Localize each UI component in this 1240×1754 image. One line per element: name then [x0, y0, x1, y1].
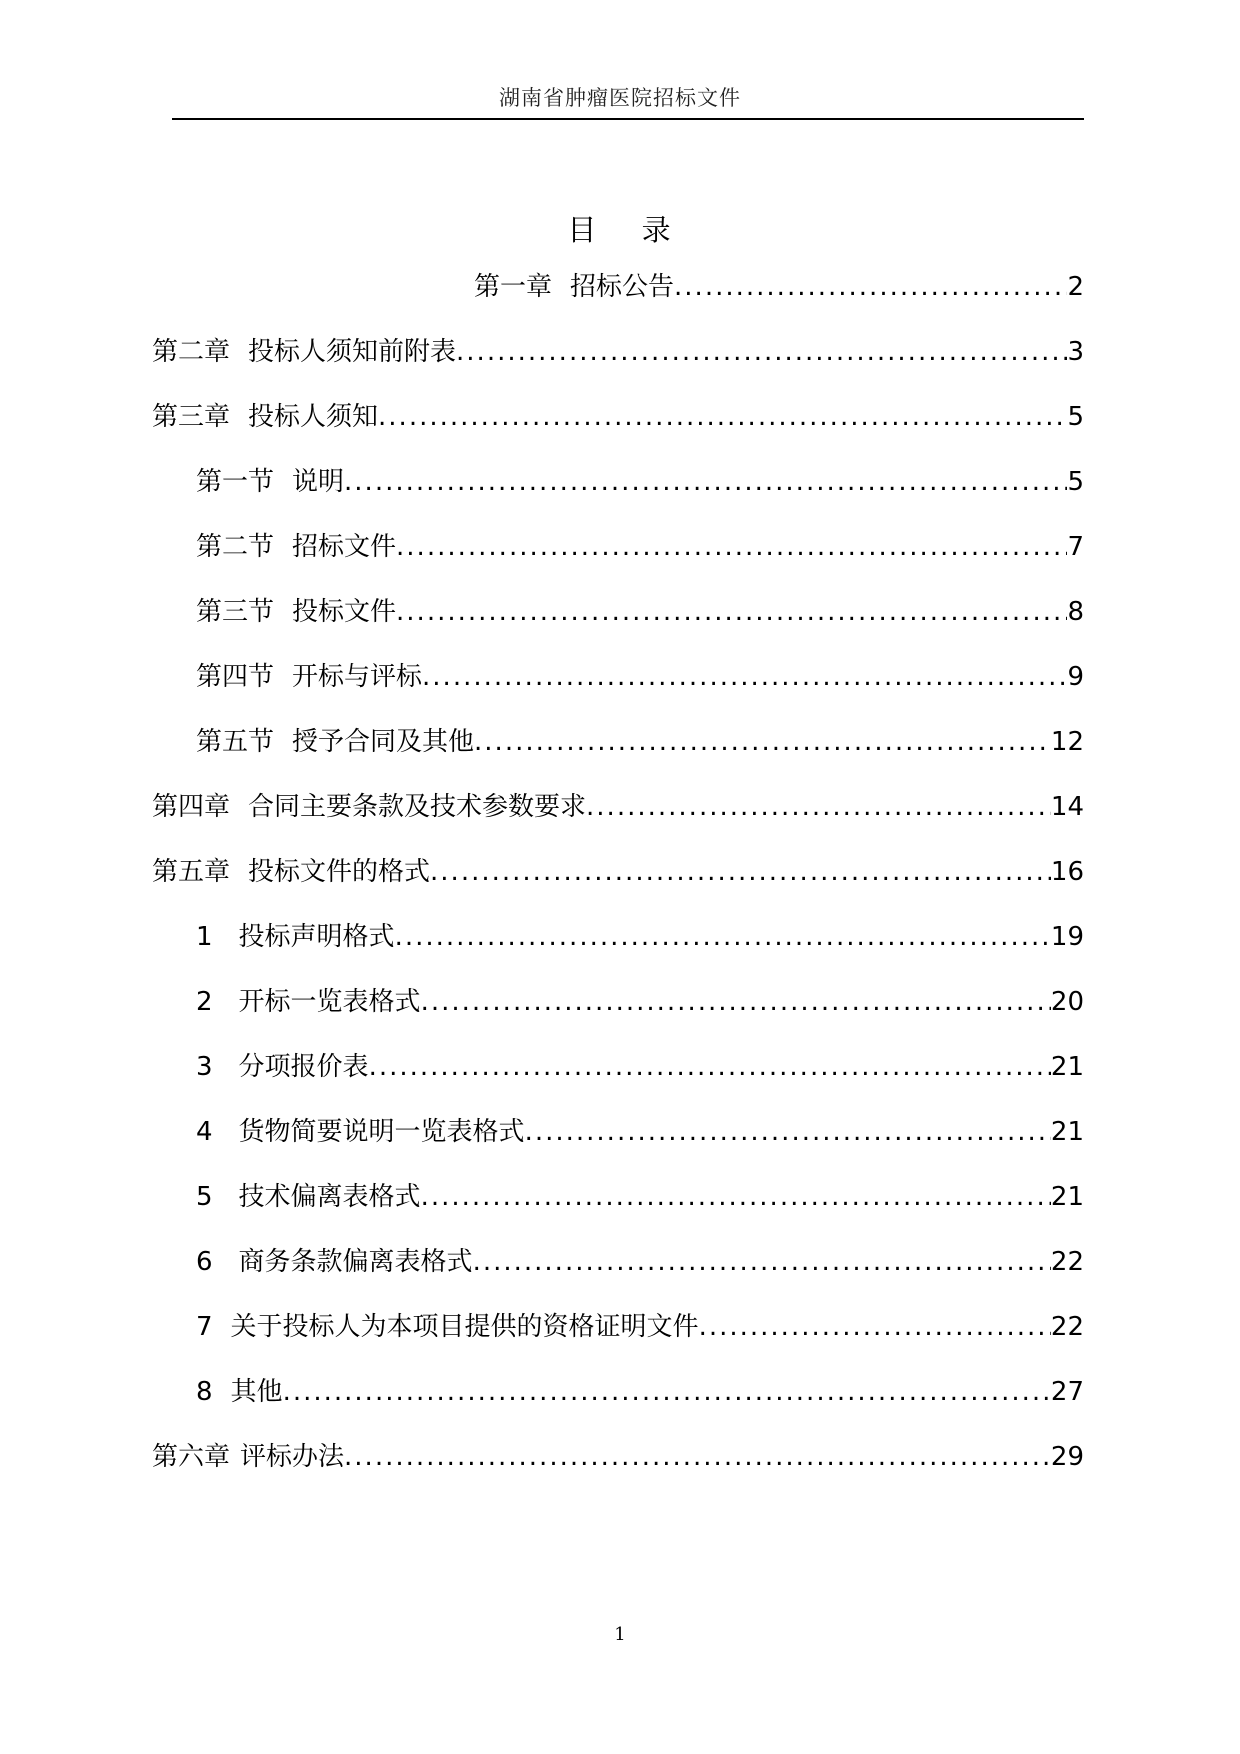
toc-leader-dots [473, 1243, 1051, 1281]
toc-entry-label: 投标文件 [292, 597, 397, 627]
toc-entry-section-3[interactable] [0, 593, 1240, 658]
toc-entry-number: 第五章 [152, 857, 231, 887]
toc-entry-number: 6 [196, 1247, 213, 1277]
toc-entry-number: 5 [196, 1182, 213, 1212]
toc-entry-label: 招标公告 [570, 272, 675, 302]
toc-entry-number: 第一章 [474, 272, 553, 302]
toc-entry-number: 第四节 [196, 662, 275, 692]
toc-entry-page: 14 [1050, 792, 1084, 822]
toc-entry-chapter-6[interactable] [0, 1438, 1240, 1503]
toc-entry-section-2[interactable] [0, 528, 1240, 593]
toc-entry-page: 27 [1050, 1377, 1084, 1407]
toc-entry-page: 7 [1067, 532, 1084, 562]
toc-entry-chapter-2[interactable] [0, 333, 1240, 398]
table-of-contents [0, 268, 1240, 1503]
toc-entry-label: 投标人须知 [248, 402, 379, 432]
toc-entry-page: 21 [1050, 1052, 1084, 1082]
toc-entry-item-1[interactable] [0, 918, 1240, 983]
toc-entry-label: 投标人须知前附表 [248, 337, 457, 367]
toc-leader-dots [396, 593, 1067, 631]
toc-entry-item-7[interactable] [0, 1308, 1240, 1373]
document-header-title: 湖南省肿瘤医院招标文件 [499, 86, 741, 110]
toc-entry-page: 5 [1067, 402, 1084, 432]
toc-leader-dots [283, 1373, 1051, 1411]
toc-entry-item-2[interactable] [0, 983, 1240, 1048]
toc-entry-page: 12 [1050, 727, 1084, 757]
toc-entry-item-5[interactable] [0, 1178, 1240, 1243]
toc-leader-dots [378, 398, 1067, 436]
toc-entry-number: 第五节 [196, 727, 275, 757]
toc-entry-label: 评标办法 [240, 1442, 345, 1472]
toc-entry-page: 2 [1067, 272, 1084, 302]
toc-entry-number: 第二章 [152, 337, 231, 367]
toc-entry-number: 8 [196, 1377, 213, 1407]
toc-leader-dots [344, 463, 1067, 501]
toc-title: 目 录 [567, 213, 689, 247]
toc-entry-chapter-1[interactable] [0, 268, 1240, 333]
toc-leader-dots [344, 1438, 1051, 1476]
toc-entry-chapter-3[interactable] [0, 398, 1240, 463]
toc-entry-label: 投标文件的格式 [248, 857, 431, 887]
toc-entry-label: 授予合同及其他 [292, 727, 475, 757]
toc-entry-label: 开标一览表格式 [238, 987, 421, 1017]
toc-entry-number: 7 [196, 1312, 213, 1342]
toc-entry-section-5[interactable] [0, 723, 1240, 788]
toc-entry-number: 第二节 [196, 532, 275, 562]
toc-entry-number: 第三节 [196, 597, 275, 627]
toc-entry-label: 关于投标人为本项目提供的资格证明文件 [230, 1312, 699, 1342]
toc-entry-page: 19 [1050, 922, 1084, 952]
toc-entry-label: 投标声明格式 [238, 922, 395, 952]
toc-entry-page: 29 [1050, 1442, 1084, 1472]
toc-entry-number: 4 [196, 1117, 213, 1147]
toc-entry-page: 16 [1050, 857, 1084, 887]
toc-entry-section-4[interactable] [0, 658, 1240, 723]
toc-entry-page: 22 [1050, 1247, 1084, 1277]
toc-leader-dots [674, 268, 1067, 306]
toc-entry-item-8[interactable] [0, 1373, 1240, 1438]
toc-entry-page: 21 [1050, 1117, 1084, 1147]
toc-leader-dots [422, 658, 1067, 696]
toc-entry-label: 其他 [230, 1377, 283, 1407]
toc-leader-dots [525, 1113, 1051, 1151]
toc-leader-dots [421, 983, 1051, 1021]
toc-entry-number: 第三章 [152, 402, 231, 432]
toc-entry-number: 第一节 [196, 467, 275, 497]
toc-entry-label: 开标与评标 [292, 662, 423, 692]
toc-entry-label: 技术偏离表格式 [238, 1182, 421, 1212]
toc-entry-page: 3 [1067, 337, 1084, 367]
toc-leader-dots [396, 528, 1067, 566]
toc-leader-dots [456, 333, 1067, 371]
toc-leader-dots [474, 723, 1051, 761]
toc-leader-dots [421, 1178, 1051, 1216]
toc-entry-chapter-5[interactable] [0, 853, 1240, 918]
toc-entry-label: 分项报价表 [238, 1052, 369, 1082]
toc-entry-item-3[interactable] [0, 1048, 1240, 1113]
toc-entry-page: 20 [1050, 987, 1084, 1017]
toc-entry-number: 1 [196, 922, 213, 952]
toc-entry-page: 9 [1067, 662, 1084, 692]
toc-entry-item-6[interactable] [0, 1243, 1240, 1308]
toc-leader-dots [430, 853, 1051, 891]
toc-entry-page: 8 [1067, 597, 1084, 627]
toc-entry-page: 22 [1050, 1312, 1084, 1342]
toc-entry-number: 2 [196, 987, 213, 1017]
toc-entry-page: 21 [1050, 1182, 1084, 1212]
toc-entry-number: 第四章 [152, 792, 231, 822]
page-number: 1 [614, 1624, 626, 1645]
toc-entry-label: 商务条款偏离表格式 [238, 1247, 473, 1277]
toc-entry-label: 说明 [292, 467, 345, 497]
toc-entry-label: 合同主要条款及技术参数要求 [248, 792, 587, 822]
toc-entry-section-1[interactable] [0, 463, 1240, 528]
toc-entry-number: 3 [196, 1052, 213, 1082]
toc-entry-label: 货物简要说明一览表格式 [238, 1117, 525, 1147]
header-rule [172, 118, 1084, 120]
toc-leader-dots [586, 788, 1051, 826]
toc-entry-chapter-4[interactable] [0, 788, 1240, 853]
toc-entry-page: 5 [1067, 467, 1084, 497]
toc-leader-dots [395, 918, 1051, 956]
toc-entry-number: 第六章 [152, 1442, 231, 1472]
toc-entry-label: 招标文件 [292, 532, 397, 562]
toc-leader-dots [699, 1308, 1051, 1346]
toc-entry-item-4[interactable] [0, 1113, 1240, 1178]
toc-leader-dots [369, 1048, 1051, 1086]
